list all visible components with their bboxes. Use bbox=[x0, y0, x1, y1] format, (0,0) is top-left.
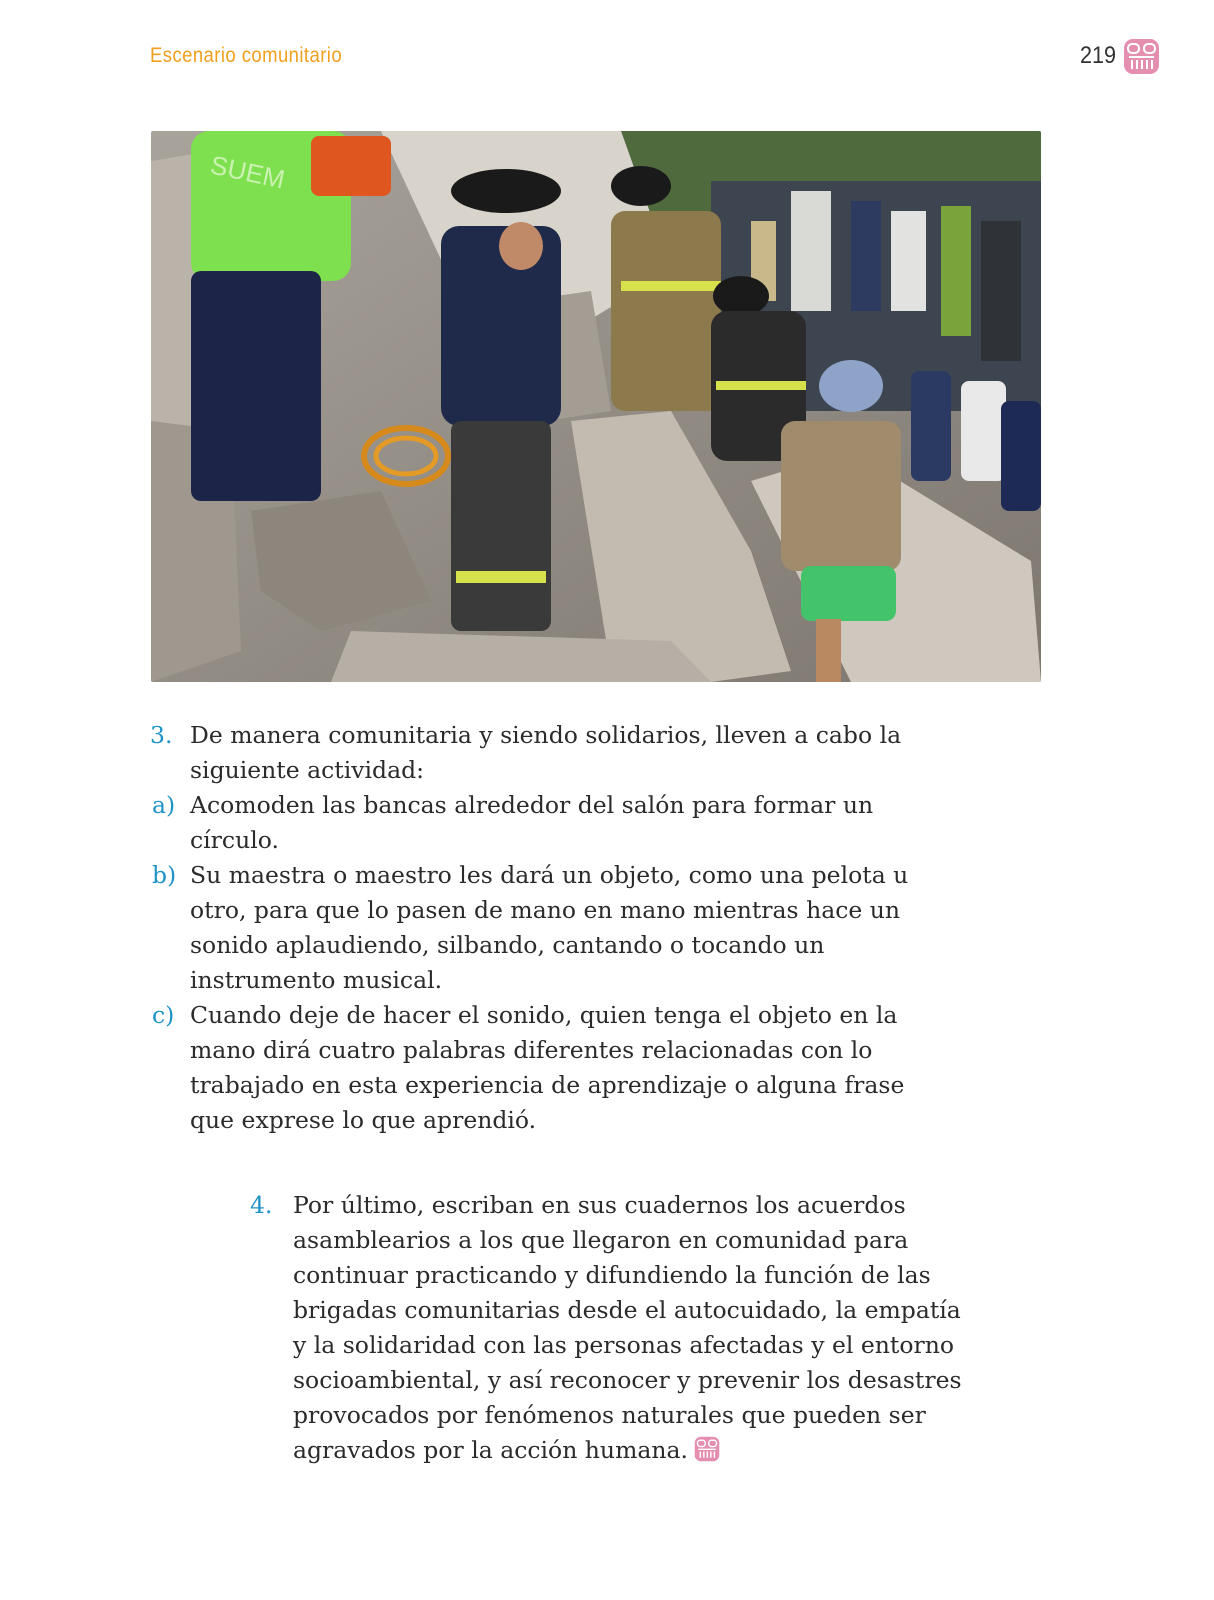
subitem-letter: b) bbox=[152, 861, 177, 889]
item-intro: De manera comunitaria y siendo solidarios, lleven a cabo la siguiente actividad: bbox=[190, 721, 902, 784]
subitem-letter: a) bbox=[152, 791, 176, 819]
page-number: 219 bbox=[1080, 42, 1117, 69]
section-title: Escenario comunitario bbox=[150, 44, 343, 67]
subitem-text: Su maestra o maestro les dará un objeto, como una pelota u otro, para que lo pasen de mano en mano mientras hace un sonido aplaudiendo, silbando, cantando o tocando un instrumento musical. bbox=[190, 861, 909, 994]
item-number: 4. bbox=[250, 1191, 273, 1219]
item-text bbox=[293, 1188, 970, 1468]
activity-item-3 bbox=[150, 718, 910, 1138]
vest-label: SUEM bbox=[207, 149, 288, 195]
subitem-a bbox=[152, 788, 910, 858]
item-number: 3. bbox=[150, 721, 173, 749]
subitem-text: Acomoden las bancas alrededor del salón para formar un círculo. bbox=[190, 791, 874, 854]
subitem-b bbox=[152, 858, 910, 998]
subitem-c bbox=[152, 998, 910, 1138]
activity-item-4 bbox=[250, 1188, 970, 1468]
subitem-letter: c) bbox=[152, 1001, 175, 1029]
codex-glyph-icon bbox=[1123, 38, 1160, 75]
item-4-text: Por último, escriban en sus cuadernos los acuerdos asamblearios a los que llegaron en comunidad para continuar practicando y difundiendo la función de las brigadas comunitarias desde el autocuidado, la empatía y la solidaridad con las personas afectadas y el entorno socioambiental, y así reconocer y prevenir los desastres provocados por fenómenos naturales que pueden ser agravados por la acción humana. bbox=[293, 1191, 962, 1464]
rescue-brigade-photo bbox=[151, 131, 1041, 682]
subitem-text: Cuando deje de hacer el sonido, quien tenga el objeto en la mano dirá cuatro palabras diferentes relacionadas con lo trabajado en esta experiencia de aprendizaje o alguna frase que exprese lo que aprendió. bbox=[190, 1001, 905, 1134]
codex-glyph-end-icon bbox=[694, 1436, 720, 1462]
